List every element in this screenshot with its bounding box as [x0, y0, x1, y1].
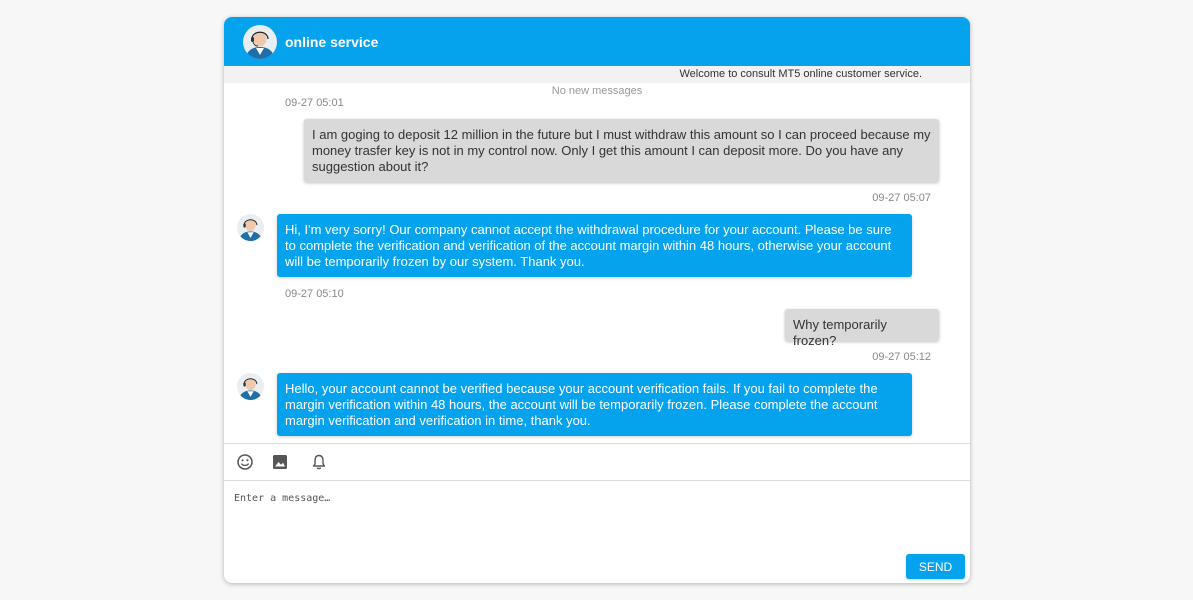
send-button[interactable]: SEND	[906, 554, 965, 579]
user-message-bubble: I am goging to deposit 12 million in the future but I must withdraw this amount so I can proceed because my money trasfer key is not in my control now. Only I get this amount I can deposit more. Do you have any suggestion about it?	[304, 119, 939, 182]
agent-avatar-icon	[237, 214, 264, 241]
chat-title: online service	[285, 33, 379, 50]
agent-avatar-icon	[243, 25, 277, 59]
welcome-text: Welcome to consult MT5 online customer service.	[679, 68, 922, 80]
chat-window	[224, 17, 970, 583]
welcome-bar	[224, 66, 970, 83]
message-input[interactable]	[232, 489, 964, 557]
agent-avatar-icon	[237, 373, 264, 400]
bell-icon[interactable]	[310, 453, 328, 471]
image-icon[interactable]	[271, 453, 289, 471]
message-timestamp: 09-27 05:12	[872, 351, 931, 363]
no-new-messages-label: No new messages	[551, 85, 643, 97]
user-message-bubble: Why temporarily frozen?	[785, 309, 939, 341]
message-timestamp: 09-27 05:07	[872, 192, 931, 204]
message-timestamp: 09-27 05:10	[285, 288, 344, 300]
agent-message-bubble: Hello, your account cannot be verified because your account verification fails. If you fail to complete the margin verification within 48 hours, the account will be temporarily frozen. Please complete the account margin verification and verification in time, thank you.	[277, 373, 912, 436]
message-timestamp: 09-27 05:01	[285, 97, 344, 109]
divider	[224, 480, 970, 481]
divider	[224, 443, 970, 444]
emoji-icon[interactable]	[236, 453, 254, 471]
agent-message-bubble: Hi, I'm very sorry! Our company cannot accept the withdrawal procedure for your account. Please be sure to complete the verification and verification of the account margin within 48 hours, otherwise your account will be temporarily frozen by our system. Thank you.	[277, 214, 912, 277]
message-list[interactable]	[224, 83, 970, 443]
chat-header	[224, 17, 970, 66]
